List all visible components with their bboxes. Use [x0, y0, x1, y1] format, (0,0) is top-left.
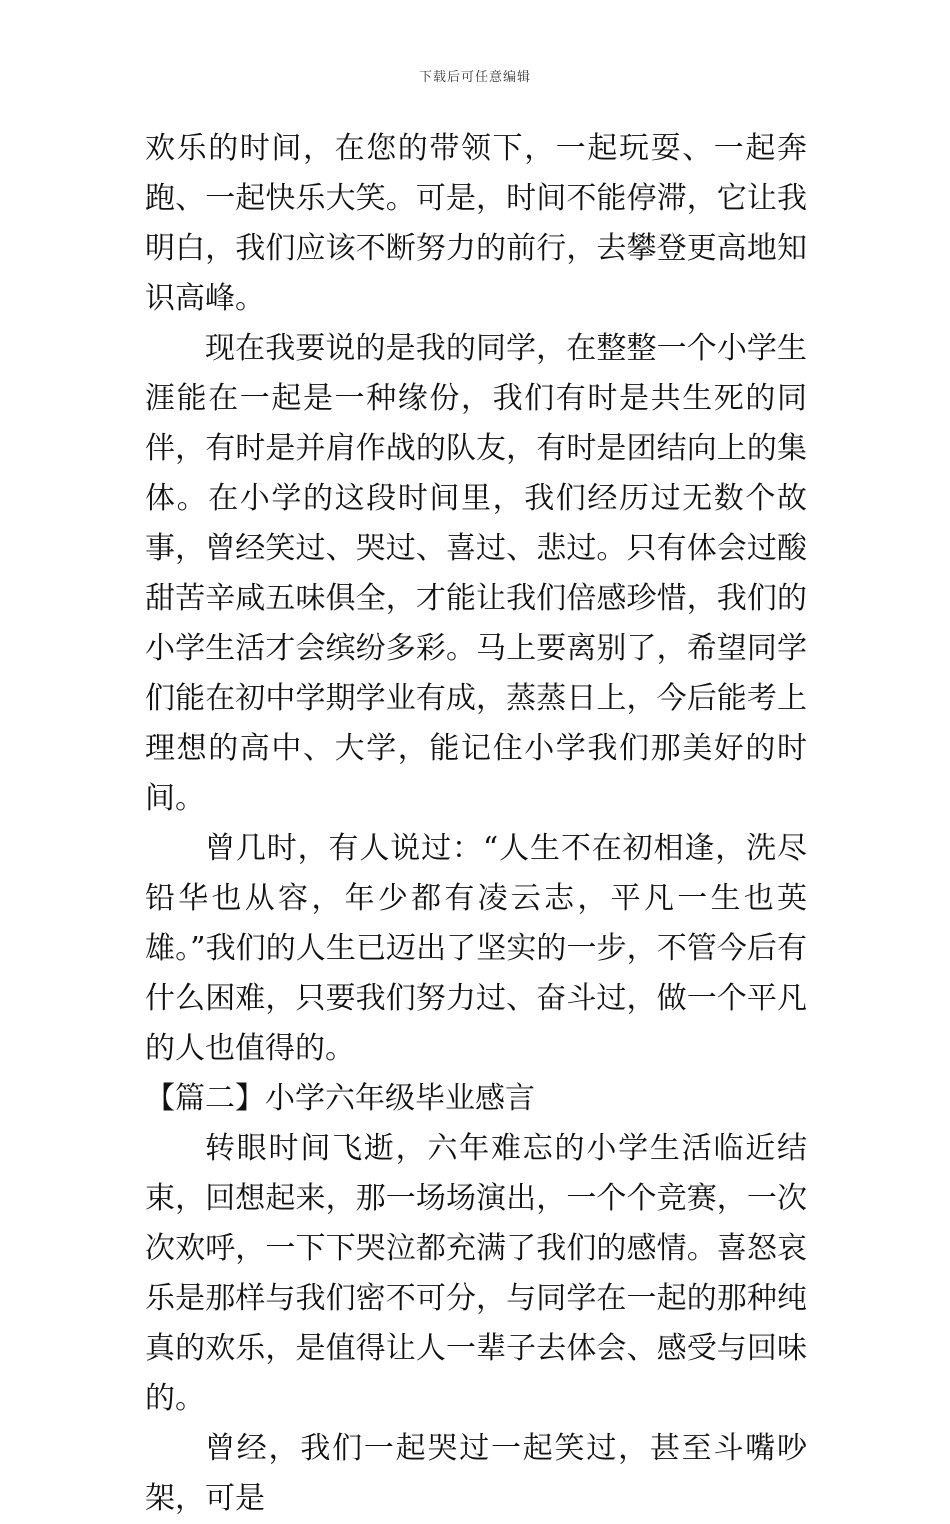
section-heading: 【篇二】小学六年级毕业感言: [145, 1081, 535, 1116]
paragraph-once: 曾经，我们一起哭过一起笑过，甚至斗嘴吵架，可是: [145, 1431, 807, 1516]
paragraph-time-flies: 转眼时间飞逝，六年难忘的小学生活临近结束，回想起来，那一场场演出，一个个竞赛，一次次欢呼，一下下哭泣都充满了我们的感情。喜怒哀乐是那样与我们密不可分，与同学在一起的那种纯真的欢乐，是值得让人一辈子去体会、感受与回味的。: [145, 1131, 807, 1416]
document-body: [145, 124, 807, 1524]
header-note: 下载后可任意编辑: [418, 70, 531, 85]
paragraph-continuation: 欢乐的时间，在您的带领下，一起玩耍、一起奔跑、一起快乐大笑。可是，时间不能停滞，它让我明白，我们应该不断努力的前行，去攀登更高地知识高峰。: [145, 131, 807, 316]
paragraph-classmates: 现在我要说的是我的同学，在整整一个小学生涯能在一起是一种缘份，我们有时是共生死的同伴，有时是并肩作战的队友，有时是团结向上的集体。在小学的这段时间里，我们经历过无数个故事，曾经笑过、哭过、喜过、悲过。只有体会过酸甜苦辛咸五味俱全，才能让我们倍感珍惜，我们的小学生活才会缤纷多彩。马上要离别了，希望同学们能在初中学期学业有成，蒸蒸日上，今后能考上理想的高中、大学，能记住小学我们那美好的时间。: [145, 331, 807, 816]
paragraph-quote: 曾几时，有人说过：“人生不在初相逢，洗尽铅华也从容，年少都有凌云志，平凡一生也英雄。”我们的人生已迈出了坚实的一步，不管今后有什么困难，只要我们努力过、奋斗过，做一个平凡的人也值得的。: [145, 831, 807, 1066]
